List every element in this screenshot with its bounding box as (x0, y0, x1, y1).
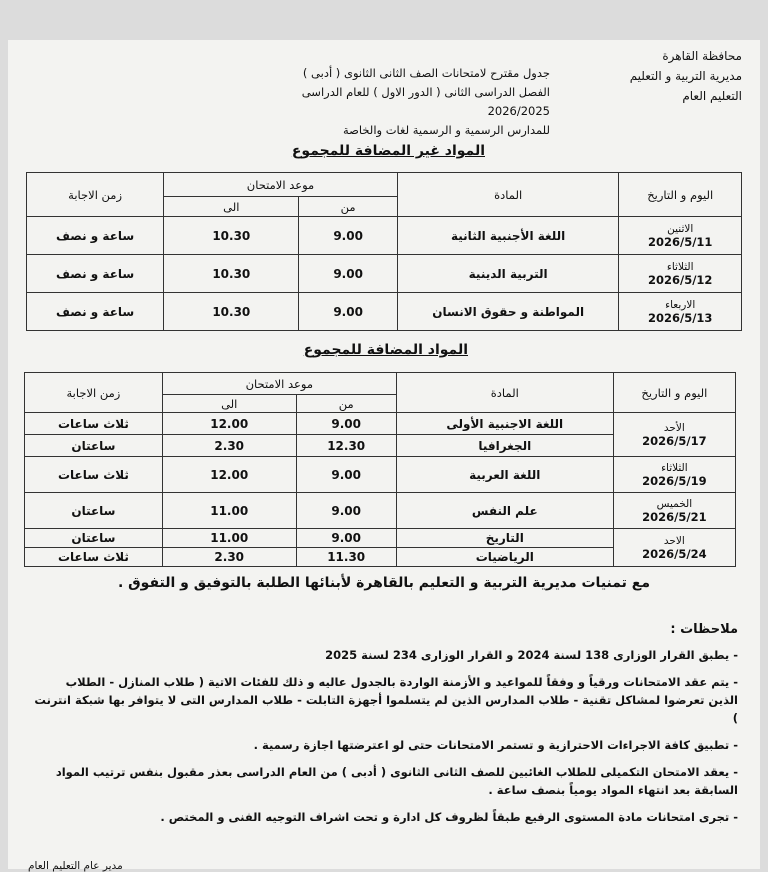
document-title: جدول مقترح لامتحانات الصف الثانى الثانوى ( أدبى ) (302, 66, 550, 80)
notes-list (33, 646, 738, 835)
header-from: من (299, 197, 397, 217)
to-cell: 12.00 (162, 413, 296, 435)
to-cell: 11.00 (162, 493, 296, 529)
note-item: - يتم عقد الامتحانات ورقياً و وفقاً للمواعيد و الأزمنة الواردة بالجدول عاليه و ذلك للفئات الاتية ( طلاب المنازل - الطلاب الذين تعرضوا لمشاكل تقنية - طلاب المدارس الذين لم يتسلموا أجهزة التابلت - طلاب المدارس التى لا يتوافر بها شبكة انترنت ) (34, 675, 738, 725)
header-duration: زمن الاجابة (27, 173, 164, 217)
to-cell: 2.30 (162, 548, 296, 567)
document-title-block (280, 64, 550, 140)
from-cell: 9.00 (296, 493, 396, 529)
table-row (25, 413, 736, 435)
duration-cell: ساعتان (25, 435, 163, 457)
header-duration: زمن الاجابة (25, 373, 163, 413)
duration-cell: ساعتان (25, 493, 163, 529)
day-date-cell: الخميس 2026/5/21 (613, 493, 735, 529)
subject-cell: علم النفس (396, 493, 613, 529)
header-to: الى (162, 395, 296, 413)
from-cell: 9.00 (296, 413, 396, 435)
table-row (27, 217, 742, 255)
table-row (27, 293, 742, 331)
section1-table (26, 172, 742, 331)
header-subject: المادة (397, 173, 619, 217)
note-item: - تجرى امتحانات مادة المستوى الرفيع طبقاً لظروف كل ادارة و تحت اشراف التوجيه الفنى و المختص . (160, 810, 738, 824)
schools-line: للمدارس الرسمية و الرسمية لغات والخاصة (342, 123, 550, 137)
subject-cell: التربية الدينية (397, 255, 619, 293)
day-date-cell: الأحد 2026/5/17 (613, 413, 735, 457)
governorate: محافظة القاهرة (662, 49, 742, 63)
header-day-date: اليوم و التاريخ (619, 173, 742, 217)
authority-header (630, 46, 742, 106)
to-cell: 10.30 (164, 255, 299, 293)
note-item: - يعقد الامتحان التكميلى للطلاب الغائبين للصف الثانى الثانوى ( أدبى ) من العام الدراسى بعذر مقبول بنفس ترتيب المواد السابقة بعد انتهاء المواد يومياً بنصف ساعة . (55, 765, 738, 797)
table-row (27, 255, 742, 293)
day-date-cell: الاحد 2026/5/24 (613, 529, 735, 567)
header-day-date: اليوم و التاريخ (613, 373, 735, 413)
duration-cell: ساعتان (25, 529, 163, 548)
header-to: الى (164, 197, 299, 217)
duration-cell: ثلاث ساعات (25, 548, 163, 567)
header-subject: المادة (396, 373, 613, 413)
duration-cell: ساعة و نصف (27, 293, 164, 331)
from-cell: 11.30 (296, 548, 396, 567)
table-row (25, 493, 736, 529)
document-page (8, 40, 760, 872)
subject-cell: التاريخ (396, 529, 613, 548)
header-exam-time: موعد الامتحان (162, 373, 396, 395)
directorate: مديرية التربية و التعليم (629, 69, 742, 83)
table-row (25, 457, 736, 493)
day-date-cell: الاثنين 2026/5/11 (619, 217, 742, 255)
to-cell: 12.00 (162, 457, 296, 493)
subject-cell: المواطنة و حقوق الانسان (397, 293, 619, 331)
duration-cell: ثلاث ساعات (25, 457, 163, 493)
to-cell: 11.00 (162, 529, 296, 548)
day-date-cell: الاربعاء 2026/5/13 (619, 293, 742, 331)
section2-title: المواد المضافة للمجموع (303, 342, 468, 358)
duration-cell: ساعة و نصف (27, 217, 164, 255)
from-cell: 9.00 (299, 293, 397, 331)
subject-cell: اللغة الأجنبية الثانية (397, 217, 619, 255)
signature-title: مدير عام التعليم العام (28, 860, 123, 872)
note-item: - تطبيق كافة الاجراءات الاحترازية و تستمر الامتحانات حتى لو اعترضتها اجازة رسمية . (253, 738, 738, 752)
greeting-text: مع تمنيات مديرية التربية و التعليم بالقاهرة لأبنائها الطلبة بالتوفيق و التفوق . (117, 575, 650, 591)
from-cell: 9.00 (296, 457, 396, 493)
term-line: الفصل الدراسى الثانى ( الدور الاول ) للعام الدراسى 2026/2025 (301, 85, 550, 118)
from-cell: 9.00 (296, 529, 396, 548)
day-date-cell: الثلاثاء 2026/5/12 (619, 255, 742, 293)
section2-table (24, 372, 736, 567)
note-item: - يطبق القرار الوزارى 138 لسنة 2024 و القرار الوزارى 234 لسنة 2025 (325, 648, 738, 662)
from-cell: 9.00 (299, 217, 397, 255)
duration-cell: ساعة و نصف (27, 255, 164, 293)
to-cell: 10.30 (164, 293, 299, 331)
from-cell: 12.30 (296, 435, 396, 457)
department: التعليم العام (682, 89, 742, 103)
subject-cell: الجغرافيا (396, 435, 613, 457)
to-cell: 2.30 (162, 435, 296, 457)
subject-cell: اللغة الاجنبية الأولى (396, 413, 613, 435)
from-cell: 9.00 (299, 255, 397, 293)
notes-title: ملاحظات : (670, 622, 738, 637)
to-cell: 10.30 (164, 217, 299, 255)
table-row (25, 529, 736, 548)
header-exam-time: موعد الامتحان (164, 173, 398, 197)
day-date-cell: الثلاثاء 2026/5/19 (613, 457, 735, 493)
duration-cell: ثلاث ساعات (25, 413, 163, 435)
header-from: من (296, 395, 396, 413)
subject-cell: الرياضيات (396, 548, 613, 567)
subject-cell: اللغة العربية (396, 457, 613, 493)
section1-title: المواد غير المضافة للمجموع (291, 143, 485, 159)
